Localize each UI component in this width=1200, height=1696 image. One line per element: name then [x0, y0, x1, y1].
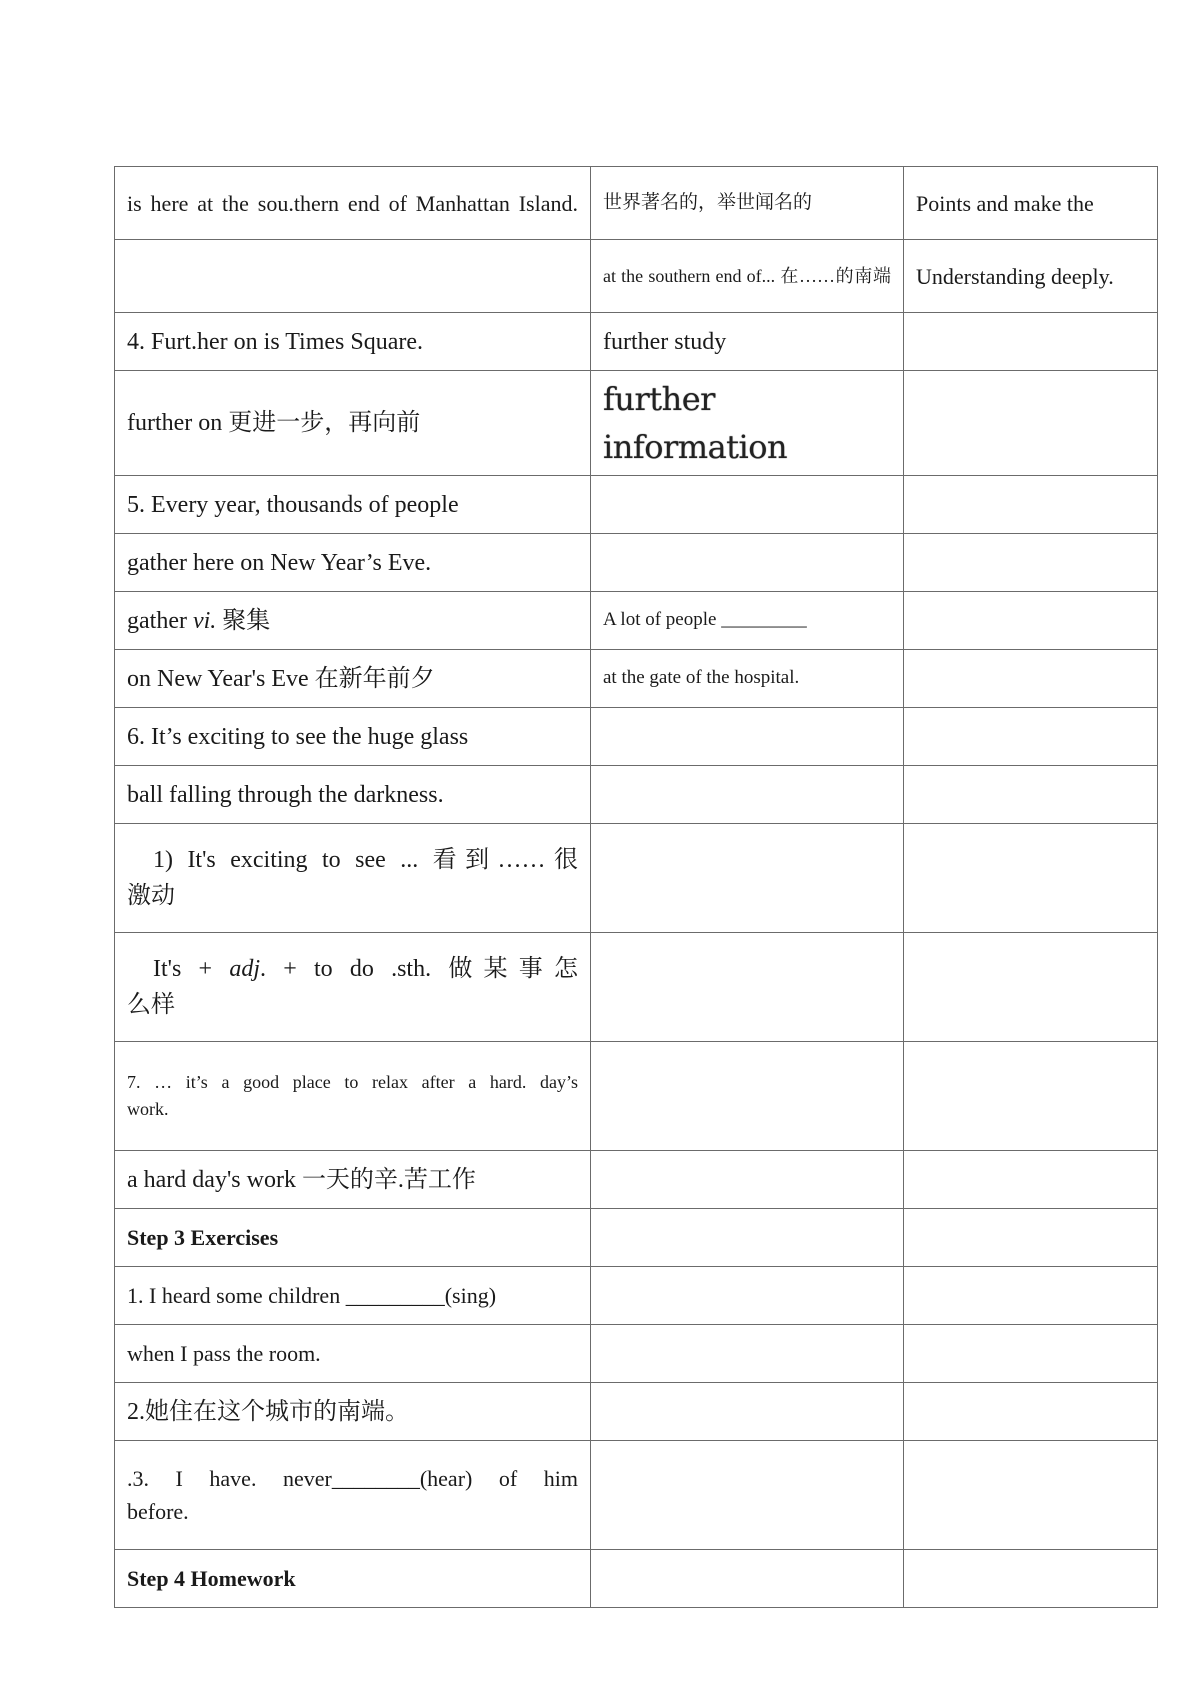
- table-cell: 6. It’s exciting to see the huge glass: [115, 708, 591, 766]
- table-cell: [904, 371, 1158, 476]
- table-cell: [904, 933, 1158, 1042]
- table-cell: Understanding deeply.: [904, 240, 1158, 313]
- table-cell: [115, 592, 591, 650]
- table-cell: [591, 534, 904, 592]
- cell-line: 激动: [127, 883, 175, 909]
- table-cell: [591, 1383, 904, 1441]
- table-row: [115, 592, 1158, 650]
- table-row: [115, 476, 1158, 534]
- table-row: [115, 1383, 1158, 1441]
- table-cell: 2.她住在这个城市的南端。: [115, 1383, 591, 1441]
- cell-text-italic: vi.: [192, 607, 217, 634]
- cell-text: 聚集: [216, 607, 271, 634]
- cell-line: before.: [127, 1499, 189, 1524]
- table-cell: further study: [591, 313, 904, 371]
- table-cell: [904, 1042, 1158, 1151]
- table-row: [115, 1267, 1158, 1325]
- table-cell: when I pass the room.: [115, 1325, 591, 1383]
- table-row: [115, 650, 1158, 708]
- cell-line: 1) It's exciting to see ... 看到……很: [153, 847, 578, 873]
- table-cell: 4. Furt.her on is Times Square.: [115, 313, 591, 371]
- table-cell: A lot of people _________: [591, 592, 904, 650]
- table-row: [115, 371, 1158, 476]
- cell-text-italic: adj: [229, 956, 260, 982]
- table-cell: a hard day's work 一天的辛.苦工作: [115, 1151, 591, 1209]
- table-cell: [115, 933, 591, 1042]
- table-cell: [115, 824, 591, 933]
- table-row: [115, 1441, 1158, 1550]
- table-cell: 5. Every year, thousands of people: [115, 476, 591, 534]
- table-cell: [904, 766, 1158, 824]
- table-cell: is here at the sou.thern end of Manhattan Island.: [115, 167, 591, 240]
- table-cell: further on 更进一步，再向前: [115, 371, 591, 476]
- table-row: [115, 167, 1158, 240]
- cell-line: .3. I have. never________(hear) of him: [127, 1466, 578, 1491]
- table-cell: [904, 708, 1158, 766]
- table-cell: [904, 1441, 1158, 1550]
- table-cell: [904, 824, 1158, 933]
- table-row: [115, 766, 1158, 824]
- table-row: [115, 1042, 1158, 1151]
- cell-line: [127, 951, 578, 987]
- table-cell: [591, 1441, 904, 1550]
- table-row: [115, 1550, 1158, 1608]
- table-cell: Points and make the: [904, 167, 1158, 240]
- table-cell: at the southern end of... 在……的南端: [591, 240, 904, 313]
- table-cell: [591, 766, 904, 824]
- table-cell: [591, 1209, 904, 1267]
- table-cell: 1. I heard some children _________(sing): [115, 1267, 591, 1325]
- table-cell: [591, 708, 904, 766]
- table-cell: [904, 1325, 1158, 1383]
- table-cell: [591, 1267, 904, 1325]
- table-cell: on New Year's Eve 在新年前夕: [115, 650, 591, 708]
- cell-line: 么样: [127, 992, 175, 1018]
- table-cell: [115, 240, 591, 313]
- table-cell: [591, 1325, 904, 1383]
- table-cell: [904, 1267, 1158, 1325]
- section-heading: Step 4 Homework: [115, 1550, 591, 1608]
- table-cell: [904, 313, 1158, 371]
- table-row: [115, 534, 1158, 592]
- table-row: [115, 240, 1158, 313]
- table-row: [115, 1151, 1158, 1209]
- cell-text: It's +: [153, 956, 230, 982]
- lesson-table: [114, 166, 1158, 1608]
- table-cell: gather here on New Year’s Eve.: [115, 534, 591, 592]
- table-cell: [591, 1042, 904, 1151]
- table-cell: [115, 1441, 591, 1550]
- table-row: [115, 1209, 1158, 1267]
- cell-text: . + to do .sth. 做某事怎: [259, 956, 578, 982]
- table-cell: [591, 476, 904, 534]
- table-cell: [904, 534, 1158, 592]
- table-cell: [904, 1209, 1158, 1267]
- table-cell: [904, 1550, 1158, 1608]
- table-row: [115, 933, 1158, 1042]
- table-cell: [591, 1550, 904, 1608]
- table-cell: [904, 650, 1158, 708]
- table-cell: [115, 1042, 591, 1151]
- table-cell: 世界著名的，举世闻名的: [591, 167, 904, 240]
- table-cell: [904, 476, 1158, 534]
- section-heading: Step 3 Exercises: [115, 1209, 591, 1267]
- table-cell: [904, 1383, 1158, 1441]
- table-cell: ball falling through the darkness.: [115, 766, 591, 824]
- cell-line: 7. … it’s a good place to relax after a hard. day’s: [127, 1072, 578, 1092]
- table-row: [115, 708, 1158, 766]
- table-row: [115, 313, 1158, 371]
- further-information-image-text: further information: [591, 371, 904, 476]
- cell-line: work.: [127, 1099, 169, 1119]
- cell-text: gather: [127, 607, 193, 634]
- table-cell: at the gate of the hospital.: [591, 650, 904, 708]
- table-cell: [591, 933, 904, 1042]
- table-cell: [904, 1151, 1158, 1209]
- table-cell: [591, 824, 904, 933]
- table-row: [115, 824, 1158, 933]
- table-cell: [591, 1151, 904, 1209]
- table-cell: [904, 592, 1158, 650]
- table-row: [115, 1325, 1158, 1383]
